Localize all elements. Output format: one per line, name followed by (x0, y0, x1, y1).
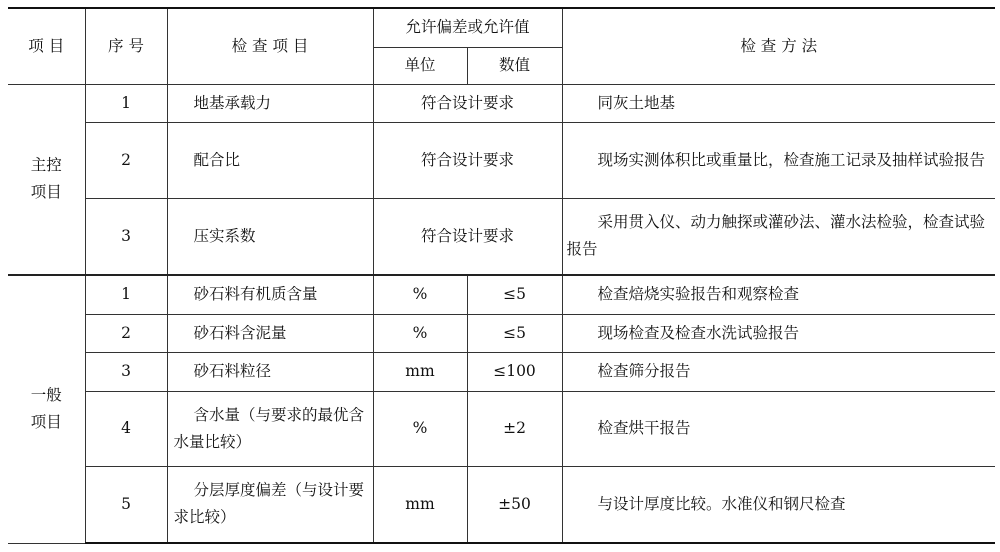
table-row (8, 198, 995, 275)
group-name: 主控项目 (8, 84, 85, 275)
table-row (8, 84, 995, 122)
item-cell: 含水量（与要求的最优含水量比较） (167, 391, 373, 466)
method-cell: 现场检查及检查水洗试验报告 (562, 314, 995, 352)
inspection-table (8, 7, 995, 544)
method-cell: 现场实测体积比或重量比，检查施工记录及抽样试验报告 (562, 122, 995, 198)
table-row (8, 122, 995, 198)
table-row (8, 466, 995, 543)
unit-cell: % (373, 391, 467, 466)
unit-cell: mm (373, 466, 467, 543)
seq-cell: 4 (85, 391, 167, 466)
header-unit: 单位 (373, 47, 467, 84)
value-cell: ≤5 (467, 275, 562, 314)
seq-cell: 5 (85, 466, 167, 543)
table-row (8, 275, 995, 314)
tolerance-cell: 符合设计要求 (373, 122, 562, 198)
seq-cell: 1 (85, 275, 167, 314)
item-cell: 地基承载力 (167, 84, 373, 122)
header-tolerance: 允许偏差或允许值 (373, 8, 562, 47)
header-seq: 序 号 (85, 8, 167, 84)
value-cell: ±50 (467, 466, 562, 543)
seq-cell: 3 (85, 352, 167, 391)
seq-cell: 3 (85, 198, 167, 275)
item-cell: 配合比 (167, 122, 373, 198)
header-category: 项 目 (8, 8, 85, 84)
header-row (8, 8, 995, 47)
table-row (8, 391, 995, 466)
table-row (8, 352, 995, 391)
header-item: 检 查 项 目 (167, 8, 373, 84)
item-cell: 砂石料粒径 (167, 352, 373, 391)
header-method: 检 查 方 法 (562, 8, 995, 84)
value-cell: ≤100 (467, 352, 562, 391)
method-cell: 检查焙烧实验报告和观察检查 (562, 275, 995, 314)
unit-cell: mm (373, 352, 467, 391)
unit-cell: % (373, 275, 467, 314)
seq-cell: 2 (85, 314, 167, 352)
tolerance-cell: 符合设计要求 (373, 198, 562, 275)
seq-cell: 2 (85, 122, 167, 198)
method-cell: 检查筛分报告 (562, 352, 995, 391)
method-cell: 采用贯入仪、动力触探或灌砂法、灌水法检验，检查试验报告 (562, 198, 995, 275)
method-cell: 检查烘干报告 (562, 391, 995, 466)
method-cell: 同灰土地基 (562, 84, 995, 122)
unit-cell: % (373, 314, 467, 352)
tolerance-cell: 符合设计要求 (373, 84, 562, 122)
group-name: 一般项目 (8, 275, 85, 543)
item-cell: 砂石料含泥量 (167, 314, 373, 352)
header-value: 数值 (467, 47, 562, 84)
item-cell: 分层厚度偏差（与设计要求比较） (167, 466, 373, 543)
item-cell: 砂石料有机质含量 (167, 275, 373, 314)
table-row (8, 314, 995, 352)
method-cell: 与设计厚度比较。水准仪和钢尺检查 (562, 466, 995, 543)
seq-cell: 1 (85, 84, 167, 122)
value-cell: ±2 (467, 391, 562, 466)
item-cell: 压实系数 (167, 198, 373, 275)
value-cell: ≤5 (467, 314, 562, 352)
